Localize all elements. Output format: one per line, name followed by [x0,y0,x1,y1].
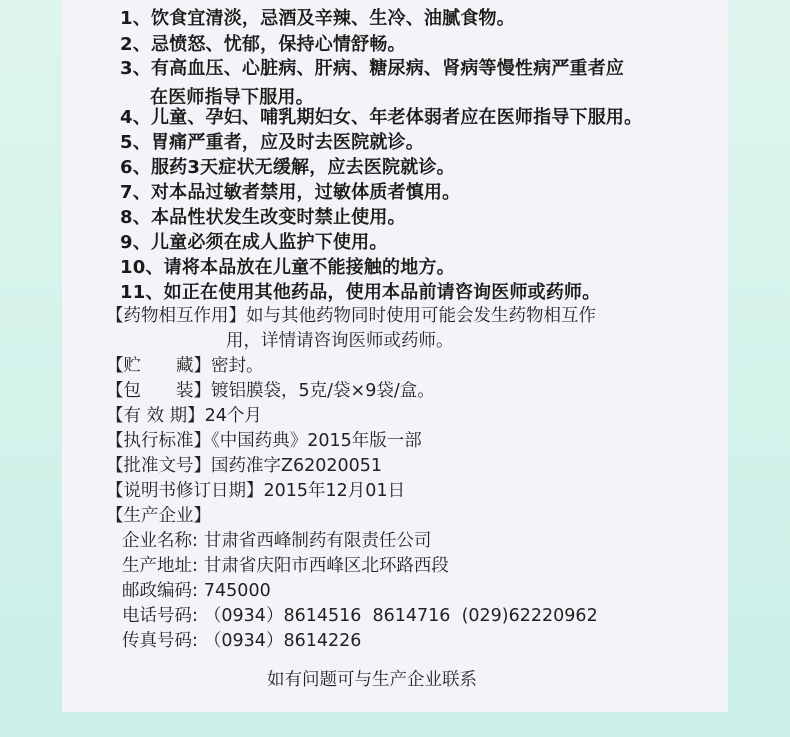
field-label: 传真号码: [122,631,198,651]
section-label: 【包 装】 [106,381,211,401]
caution-item-8: 8、本品性状发生改变时禁止使用。 [120,207,406,228]
package-text: 镀铝膜袋，5克/袋×9袋/盒。 [211,381,435,401]
caution-item-3-continued: 在医师指导下服用。 [150,87,314,108]
field-label: 电话号码: [122,606,198,626]
postal-code-row [122,577,271,602]
section-label: 【有 效 期】 [106,406,205,426]
manufacturer-address: 甘肃省庆阳市西峰区北环路西段 [203,556,449,576]
fax-number: （0934）8614226 [203,631,362,651]
section-label: 【药物相互作用】 [106,306,246,326]
validity-text: 24个月 [204,406,262,426]
caution-item-1: 1、饮食宜清淡，忌酒及辛辣、生冷、油腻食物。 [120,8,515,29]
field-label: 企业名称: [122,531,198,551]
interaction-row [106,302,596,327]
contact-note: 如有问题可与生产企业联系 [267,670,477,690]
caution-item-7: 7、对本品过敏者禁用，过敏体质者慎用。 [120,182,461,203]
caution-item-10: 10、请将本品放在儿童不能接触的地方。 [120,257,455,278]
section-label: 【批准文号】 [106,456,211,476]
section-label: 【执行标准】 [106,431,211,451]
interaction-row-continued: 用，详情请咨询医师或药师。 [226,331,454,351]
manufacturer-name: 甘肃省西峰制药有限责任公司 [203,531,432,551]
section-label: 【生产企业】 [106,506,211,526]
storage-row [106,352,264,377]
caution-item-5: 5、胃痛严重者，应及时去医院就诊。 [120,132,424,153]
phone-numbers: （0934）8614516 8614716 (029)62220962 [203,606,598,626]
section-label: 【说明书修订日期】 [106,481,264,501]
manufacturer-heading [106,502,211,527]
storage-text: 密封。 [211,356,264,376]
validity-row [106,402,262,427]
phone-row [122,602,598,627]
fax-row [122,627,361,652]
caution-item-9: 9、儿童必须在成人监护下使用。 [120,232,388,253]
caution-item-11: 11、如正在使用其他药品，使用本品前请咨询医师或药师。 [120,282,601,303]
manufacturer-name-row [122,527,431,552]
field-label: 邮政编码: [122,581,198,601]
postal-code: 745000 [203,581,271,601]
leaflet-sheet [62,0,728,712]
standard-text: 《中国药典》2015年版一部 [211,431,422,451]
caution-item-2: 2、忌愤怒、忧郁，保持心情舒畅。 [120,34,406,55]
package-row [106,377,435,402]
interaction-text: 如与其他药物同时使用可能会发生药物相互作 [246,306,596,326]
caution-item-4: 4、儿童、孕妇、哺乳期妇女、年老体弱者应在医师指导下服用。 [120,107,643,128]
manufacturer-address-row [122,552,449,577]
standard-row [106,427,422,452]
caution-item-6: 6、服药3天症状无缓解，应去医院就诊。 [120,157,455,178]
field-label: 生产地址: [122,556,198,576]
revision-text: 2015年12月01日 [263,481,406,501]
approval-text: 国药准字Z62020051 [211,456,383,476]
caution-item-3: 3、有高血压、心脏病、肝病、糖尿病、肾病等慢性病严重者应 在医师指导下服用。 [120,58,625,108]
revision-row [106,477,405,502]
approval-row [106,452,382,477]
section-label: 【贮 藏】 [106,356,211,376]
